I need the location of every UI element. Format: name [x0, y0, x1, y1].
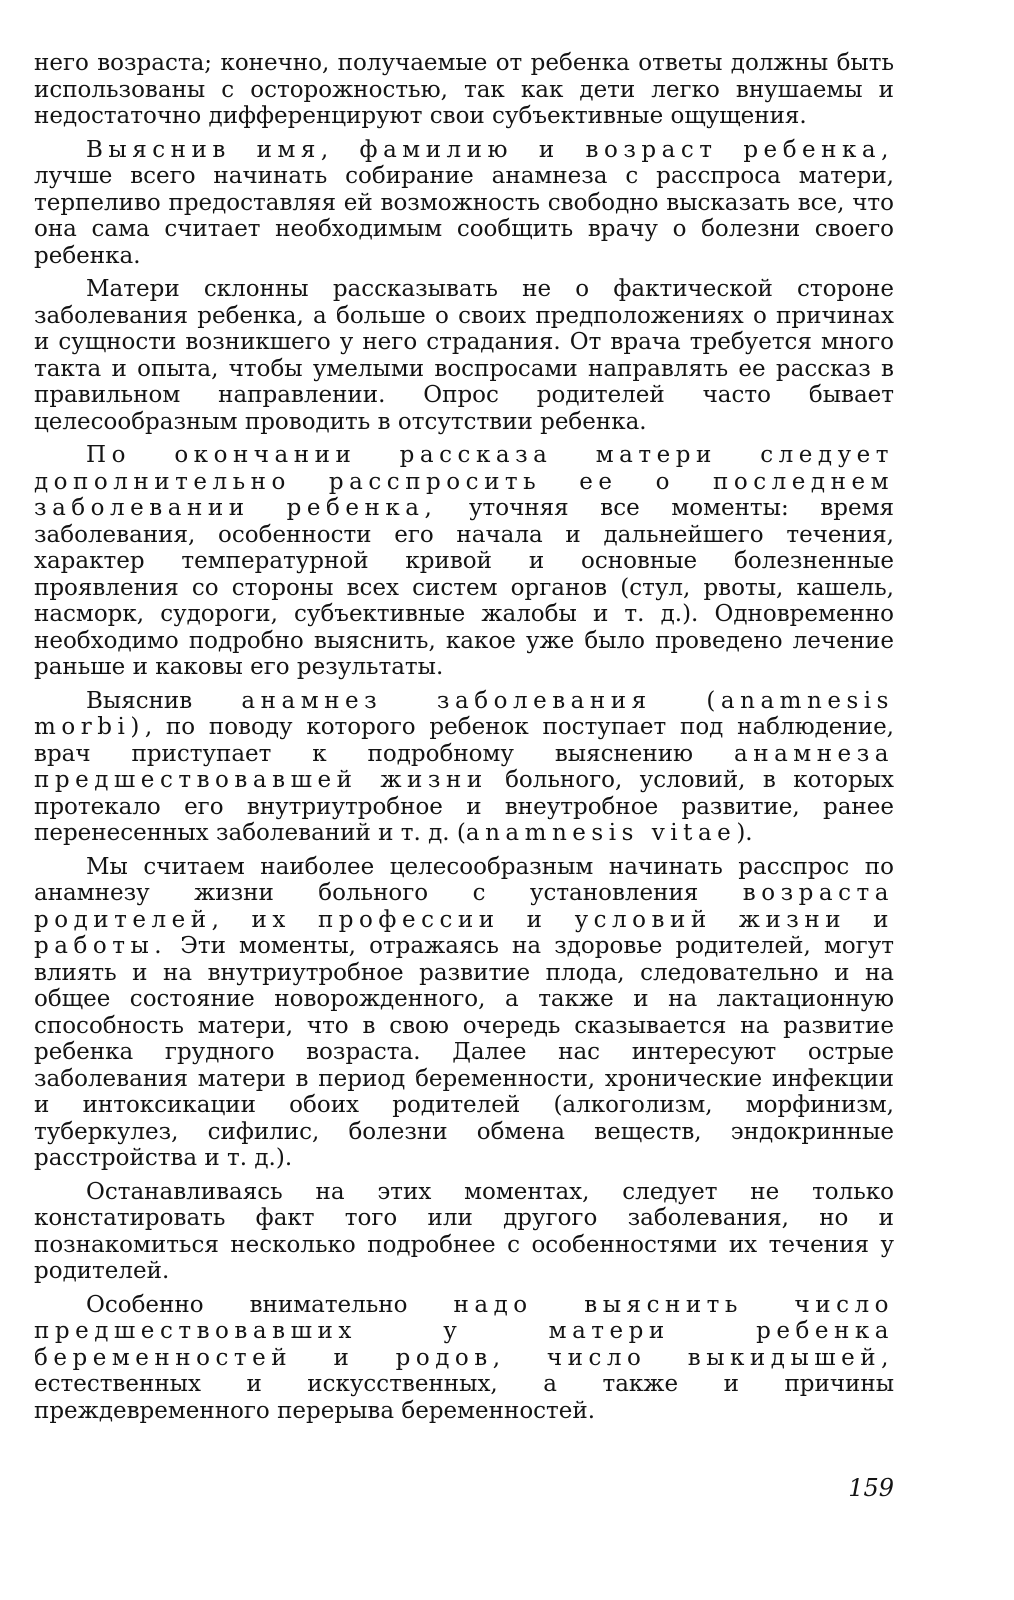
paragraph-7	[34, 1179, 894, 1285]
paragraph-text: него возраста; конечно, получаемые от ребенка ответы должны быть использованы с осторожностью, так как дети легко внушаемы и недостаточно дифференцируют свои субъективные ощущения.	[34, 50, 894, 129]
spaced-emphasis: анамнез заболевания (anamnesis morbi)	[34, 687, 894, 740]
spaced-emphasis: Выяснив имя, фамилию и возраст ребенка,	[86, 136, 894, 163]
paragraph-text: Матери склонны рассказывать не о фактической стороне заболевания ребенка, а больше о своих предположениях о причинах и сущности возникшего у него страдания. От врача требуется много такта и опыта, чтобы умелыми воспросами направлять ее рассказ в правильном направлении. Опрос родителей часто бывает целесообразным проводить в отсутствии ребенка.	[34, 276, 894, 435]
paragraph-text: больного, условий, в которых протекало его внутриутробное и внеутробное развитие, ранее перенесенных заболеваний и т. д. (	[34, 767, 894, 846]
spaced-emphasis: возраста родителей, их профессии и условий жизни и работы.	[34, 880, 894, 959]
paragraph-text: Выяснив	[86, 687, 242, 714]
paragraph-text: , по поводу которого ребенок поступает под наблюдение, врач приступает к подробному выяснению	[34, 714, 894, 767]
paragraph-4	[34, 442, 894, 681]
paragraph-8	[34, 1292, 894, 1425]
paragraph-text: уточняя все моменты: время заболевания, особенности его начала и дальнейшего течения, характер температурной кривой и основные болезненные проявления со стороны всех систем органов (стул, рвоты, кашель, насморк, судороги, субъективные жалобы и т. д.). Одновременно необходимо подробно выяснить, какое уже было проведено лечение раньше и каковы его результаты.	[34, 495, 894, 680]
spaced-emphasis: надо выяснить число предшествовавших у матери ребенка беременностей и родов, число выкидышей,	[34, 1291, 895, 1371]
paragraph-text: Эти моменты, отражаясь на здоровье родителей, могут влиять и на внутриутробное развитие плода, следовательно и на общее состояние новорожденного, а также и на лактационную способность матери, что в свою очередь сказывается на развитие ребенка грудного возраста. Далее нас интересуют острые заболевания матери в период беременности, хронические инфекции и интоксикации обоих родителей (алкоголизм, морфинизм, туберкулез, сифилис, болезни обмена веществ, эндокринные расстройства и т. д.).	[34, 933, 894, 1171]
paragraph-6	[34, 854, 894, 1172]
page-body	[34, 50, 894, 1431]
paragraph-text: ).	[736, 820, 753, 846]
paragraph-5	[34, 688, 894, 847]
paragraph-1	[34, 50, 894, 130]
spaced-emphasis: По окончании рассказа матери следует дополнительно расспросить ее о последнем заболевании ребенка,	[34, 442, 894, 521]
paragraph-2	[34, 137, 894, 270]
paragraph-text: Останавливаясь на этих моментах, следует не только констатировать факт того или другого заболевания, но и познакомиться несколько подробнее с особенностями их течения у родителей.	[34, 1178, 894, 1284]
paragraph-3	[34, 276, 894, 435]
paragraph-text: лучше всего начинать собирание анамнеза с расспроса матери, терпеливо предоставляя ей возможность свободно высказать все, что она сама считает необходимым сообщить врачу о болезни своего ребенка.	[34, 163, 894, 269]
page-number: 159	[848, 1474, 894, 1502]
paragraph-text: Особенно внимательно	[86, 1291, 454, 1318]
spaced-emphasis: анамнеза предшествовавшей жизни	[34, 740, 894, 793]
paragraph-text: Мы считаем наиболее целесообразным начинать расспрос по анамнезу жизни больного с установления	[34, 853, 894, 906]
paragraph-text: естественных и искусственных, а также и причины преждевременного перерыва беременностей.	[34, 1371, 894, 1424]
spaced-emphasis: anamnesis vitae	[465, 820, 737, 846]
